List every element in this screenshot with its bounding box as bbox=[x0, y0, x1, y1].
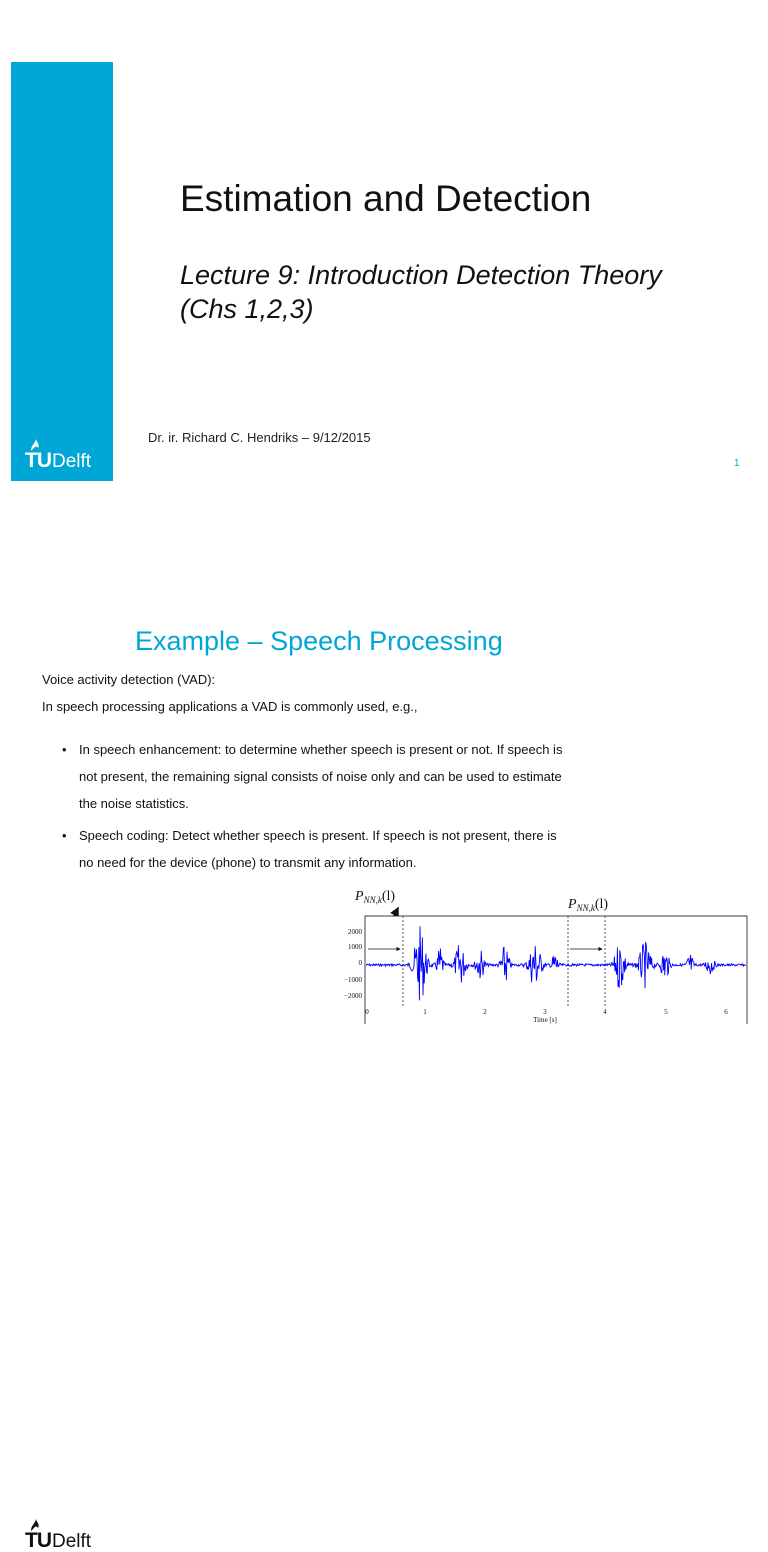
bullet-item bbox=[62, 822, 642, 876]
speech-waveform-figure bbox=[300, 886, 768, 1024]
waveform-plot bbox=[300, 886, 768, 1024]
x-tick-label: 6 bbox=[724, 1008, 728, 1016]
x-tick-label: 1 bbox=[423, 1008, 427, 1016]
annotation-right: $P_{NN,k}(l)$ bbox=[568, 897, 609, 913]
annotation-left: $P_{NN,k}(l)$ bbox=[355, 889, 396, 905]
x-axis-label: Time [s] bbox=[533, 1016, 557, 1024]
content-slide bbox=[0, 540, 768, 1552]
x-tick-label: 0 bbox=[365, 1008, 369, 1016]
intro-line-2: In speech processing applications a VAD is commonly used, e.g., bbox=[42, 699, 418, 714]
bullet-dot-icon: • bbox=[62, 828, 67, 843]
x-tick-label: 5 bbox=[664, 1008, 668, 1016]
y-tick-label: −1000 bbox=[344, 976, 362, 984]
logo-tu-text: TU bbox=[25, 1529, 51, 1552]
bullet-item bbox=[62, 736, 642, 817]
y-tick-label: 2000 bbox=[348, 928, 362, 936]
tudelft-logo bbox=[25, 450, 91, 471]
intro-line-1: Voice activity detection (VAD): bbox=[42, 672, 216, 687]
slide-heading: Example – Speech Processing bbox=[135, 626, 503, 656]
logo-delft-text: Delft bbox=[52, 451, 92, 472]
slide-title: Estimation and Detection bbox=[180, 178, 592, 219]
bullet-line: not present, the remaining signal consists of noise only and can be used to estimate bbox=[79, 769, 562, 784]
logo-tu-text: TU bbox=[25, 449, 51, 472]
logo-delft-text: Delft bbox=[52, 1531, 92, 1552]
bullet-line: In speech enhancement: to determine whether speech is present or not. If speech is bbox=[79, 742, 563, 757]
bullet-line: no need for the device (phone) to transmit any information. bbox=[79, 855, 417, 870]
bullet-list bbox=[62, 736, 642, 876]
x-tick-label: 4 bbox=[603, 1008, 607, 1016]
bullet-line: the noise statistics. bbox=[79, 796, 189, 811]
slide-subtitle bbox=[180, 258, 740, 326]
y-tick-label: 1000 bbox=[348, 943, 362, 951]
subtitle-line-2: (Chs 1,2,3) bbox=[180, 294, 314, 324]
subtitle-line-1: Lecture 9: Introduction Detection Theory bbox=[180, 260, 662, 290]
flame-icon bbox=[29, 1518, 41, 1532]
x-tick-label: 3 bbox=[543, 1008, 547, 1016]
y-tick-label: −2000 bbox=[344, 992, 362, 1000]
page-number: 1 bbox=[734, 458, 740, 469]
author-date: Dr. ir. Richard C. Hendriks – 9/12/2015 bbox=[148, 430, 371, 445]
title-slide bbox=[0, 0, 768, 540]
y-ticks bbox=[344, 928, 362, 1000]
bullet-dot-icon: • bbox=[62, 742, 67, 757]
tudelft-logo-footer bbox=[25, 1530, 91, 1551]
x-tick-label: 2 bbox=[483, 1008, 487, 1016]
y-tick-label: 0 bbox=[358, 959, 362, 967]
bullet-line: Speech coding: Detect whether speech is present. If speech is not present, there is bbox=[79, 828, 557, 843]
flame-icon bbox=[29, 438, 41, 452]
brand-sidebar bbox=[11, 62, 113, 481]
